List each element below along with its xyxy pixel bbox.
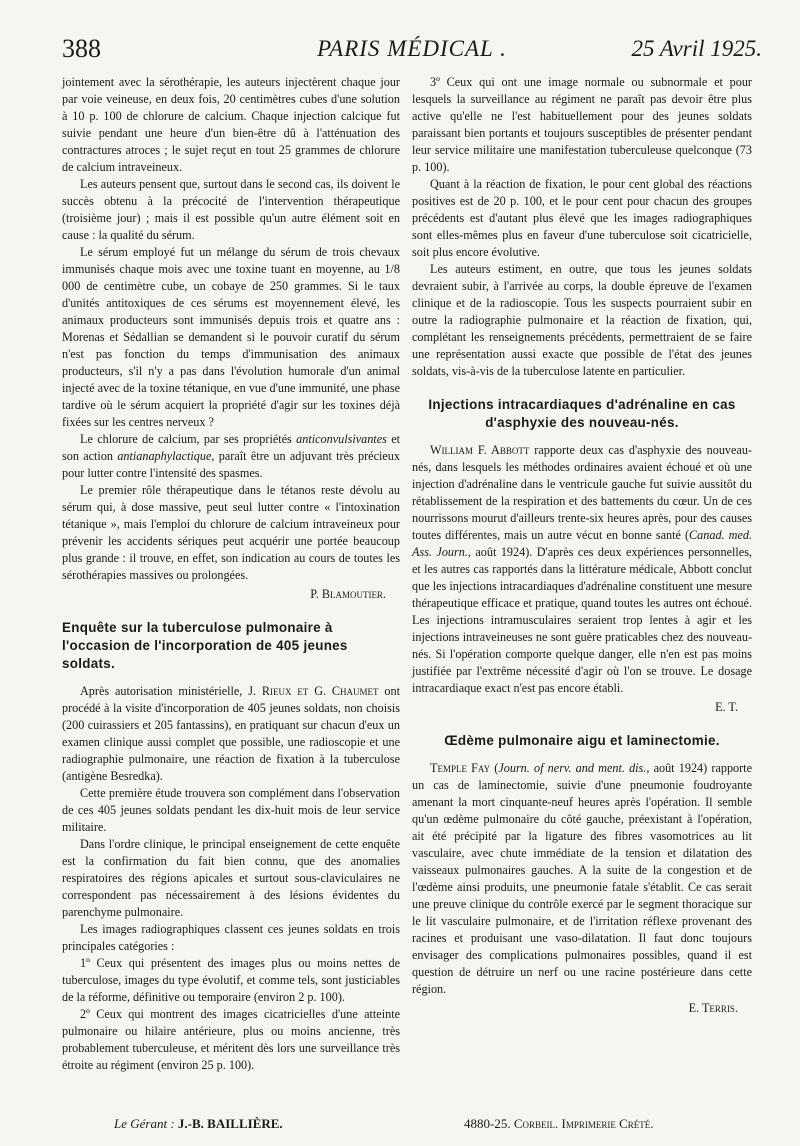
- paragraph: jointement avec la sérothérapie, les auteurs injectèrent chaque jour par voie veineuse, en deux fois, 20 centimètres cubes d'une solution à 10 p. 100 de chlorure de calcium. Chaque injection calcique fut suivie pendant une heure d'un bien-être dû à l'atténuation des contractures atroces ; le sujet reçut en tout 25 grammes de chlorure de calcium intraveineux.: [62, 75, 400, 174]
- printer-line: 4880-25. Corbeil. Imprimerie Crété.: [464, 1116, 654, 1131]
- section-title: Injections intracardiaques d'adrénaline en cas d'asphyxie des nouveau-nés.: [428, 397, 736, 430]
- paragraph: Dans l'ordre clinique, le principal enseignement de cette enquête est la confirmation du fait bien connu, que des anomalies respiratoires des régions apicales et surtout sous-claviculaires ne correspondent pas nécessairement à des lésions évidentes du parenchyme pulmonaire.: [62, 837, 400, 919]
- page-number: 388: [62, 34, 101, 63]
- paragraph: [62, 683, 400, 785]
- issue-date: 25 Avril 1925.: [631, 36, 762, 61]
- text-run: , août 1924). D'après ces deux expériences personnelles, et les autres cas rapportés dans la littérature médicale, Abbott conclut que les injections intracardiaques d'adrénaline constituent une mesure thérapeutique efficace et pratique, quand toutes les autres ont échoué. Les injections intramusculaires seraient trop lentes à agir et les injections intraveineuses ne sont guère praticables chez des nouveau-nés. Si l'opération comporte quelque danger, elle n'en est pas moins justifiée par l'extrême nécessité d'agir où l'on se trouve. Le dosage intracardiaque exact n'est pas encore établi.: [412, 545, 752, 695]
- page-footer: [62, 1116, 762, 1138]
- text-run: et son action: [62, 432, 400, 463]
- manager-name: J.-B. BAILLIÈRE.: [177, 1116, 283, 1131]
- author-names: Temple Fay: [430, 761, 491, 775]
- text-run: , paraît être un adjuvant très précieux pour lutter contre l'intensité des spasmes.: [62, 449, 400, 480]
- paragraph: Les auteurs pensent que, surtout dans le second cas, ils doivent le succès obtenu à la précocité de l'intervention thérapeutique (troisième jour) ; mais il est possible qu'un autre élément soit en cause : la qualité du sérum.: [62, 177, 400, 242]
- paragraph: 3º Ceux qui ont une image normale ou subnormale et pour lesquels la surveillance au régiment ne paraît pas devoir être plus active qu'elle ne l'est habituellement pour des jeunes soldats paraissant bien portants et toujours susceptibles de présenter pendant leur service militaire une manifestation tuberculeuse quelconque (73 p. 100).: [412, 75, 752, 174]
- paragraph: Quant à la réaction de fixation, le pour cent global des réactions positives est de 20 p. 100, et le pour cent pour chacun des groupes précédents est d'autant plus élevé que les images radiographiques sont elles-mêmes plus en faveur d'une tuberculose soit cicatricielle, soit plus encore évolutive.: [412, 177, 752, 259]
- paragraph: [412, 442, 752, 697]
- publisher-manager: [114, 1116, 283, 1132]
- text-run: rapporte deux cas d'asphyxie des nouveau-nés, dans lesquels les méthodes ordinaires avaient échoué et où une injection d'adrénaline dans le ventricule gauche fut suivie aussitôt du rétablissement de la respiration et des battements du cœur. Un de ces nourrissons mourut d'ailleurs trente-six heures après, pour des causes toutes différentes, mais un autre vécut en bonne santé (: [412, 443, 752, 542]
- citation: Canad. med. Ass. Journ.: [412, 528, 753, 559]
- emphasis: antianaphylactique: [117, 449, 212, 463]
- text-run: (: [490, 761, 499, 775]
- paragraph: Les images radiographiques classent ces jeunes soldats en trois principales catégories :: [62, 922, 400, 953]
- section-title: Œdème pulmonaire aigu et laminectomie.: [444, 733, 720, 748]
- text-run: Après autorisation ministérielle,: [80, 684, 249, 698]
- paragraph: 2º Ceux qui montrent des images cicatricielles d'une atteinte pulmonaire ou hilaire antérieure, plus ou moins ancienne, très probablement tuberculeuse, et méritent dès lors une surveillance très étroite au régiment (environ 25 p. 100).: [62, 1007, 400, 1072]
- text-run: ont procédé à la visite d'incorporation de 405 jeunes soldats, non choisis (200 cuirassiers et 205 fantassins), en pratiquant sur chacun d'eux un examen clinique aussi complet que possible, une radioscopie et une radiographie pulmonaire, une réaction de fixation à la tuberculose (antigène Besredka).: [62, 684, 400, 783]
- signature: E. Terris.: [688, 1001, 738, 1015]
- text-run: , août 1924) rapporte un cas de laminectomie, suivie d'une pneumonie foudroyante amenant la mort cinquante-neuf heures après l'opération. Il semble qu'un œdème pulmonaire du côté gauche, préexistant à l'opération, ait été précipité par la ligature des fibres vasomotrices au lit vasculaire, avec chute immédiate de la tension et dilatation des vaisseaux pulmonaires gauches. A la suite de la congestion et de l'œdème ainsi produits, une pneumonie fatale s'établit. Ce cas serait une preuve clinique du contrôle exercé par le segment thoracique sur le lit vasculaire pulmonaire, et de l'irritation réflexe provenant des racines et produisant une vaso-dilatation. Il faut donc toujours envisager des complications pulmonaires possibles, quand il est question de détruire un nerf ou une racine postérieure dans cette région.: [412, 761, 752, 996]
- manager-label: Le Gérant :: [114, 1116, 178, 1131]
- author-names: William F. Abbott: [430, 443, 530, 457]
- paragraph: Le sérum employé fut un mélange du sérum de trois chevaux immunisés chaque mois avec une toxine tuant en moyenne, au 1/8 000 de centimètre cube, un cobaye de 250 grammes. Si le taux d'unités antitoxiques de ces sérums est moyennement élevé, les animaux producteurs sont immunisés depuis trois et quatre ans : Morenas et Sédallian se demandent si le pouvoir curatif du sérum n'est pas fonction du temps d'immunisation des animaux producteurs, s'il n'y a pas dans l'évolution humorale d'un animal injecté avec de la toxine tétanique, en vue d'une immunité, une phase tardive où le sérum acquiert la propriété d'agir sur les toxines déjà fixées sur les centres nerveux ?: [62, 245, 400, 429]
- section-title: Enquête sur la tuberculose pulmonaire à l'occasion de l'incorporation de 405 jeunes soldats.: [62, 620, 348, 671]
- page-header: [62, 34, 762, 74]
- emphasis: anticonvulsivantes: [296, 432, 387, 446]
- paragraph: Cette première étude trouvera son complément dans l'observation de ces 405 jeunes soldats pendant les dix-huit mois de leur service militaire.: [62, 786, 400, 834]
- paragraph: [412, 760, 752, 998]
- paragraph: Les auteurs estiment, en outre, que tous les jeunes soldats devraient subir, à l'arrivée au corps, la double épreuve de l'examen clinique et de la radioscopie. Tous les suspects pourraient subir en outre la radiographie pulmonaire et la réaction de fixation, qui, complétant les renseignements précédents, permettraient de se faire une représentation aussi exacte que possible de l'état des jeunes soldats, vis-à-vis de la tuberculose latente en particulier.: [412, 262, 752, 378]
- author-names: J. Rieux et G. Chaumet: [248, 684, 379, 698]
- paragraph: [62, 431, 400, 482]
- signature: P. Blamoutier.: [310, 587, 386, 601]
- signature: E. T.: [715, 700, 738, 714]
- paragraph: 1º Ceux qui présentent des images plus ou moins nettes de tuberculose, images du type évolutif, et comme tels, sont justiciables de la réforme, définitive ou temporaire (environ 2 p. 100).: [62, 956, 400, 1004]
- right-column: [412, 74, 752, 1017]
- left-column: [62, 74, 400, 1074]
- journal-title: PARIS MÉDICAL .: [317, 36, 507, 61]
- citation: Journ. of nerv. and ment. dis.: [498, 761, 647, 775]
- paragraph: Le premier rôle thérapeutique dans le tétanos reste dévolu au sérum qui, à dose massive, peut seul lutter contre « l'intoxination tétanique », mais l'emploi du chlorure de calcium intraveineux pour prévenir les accidents sériques peut acquérir une portée beaucoup plus grande : il trouve, en effet, son indication au cours de toutes les sérothérapies massives ou prolongées.: [62, 483, 400, 582]
- text-run: Le chlorure de calcium, par ses propriétés: [80, 432, 297, 446]
